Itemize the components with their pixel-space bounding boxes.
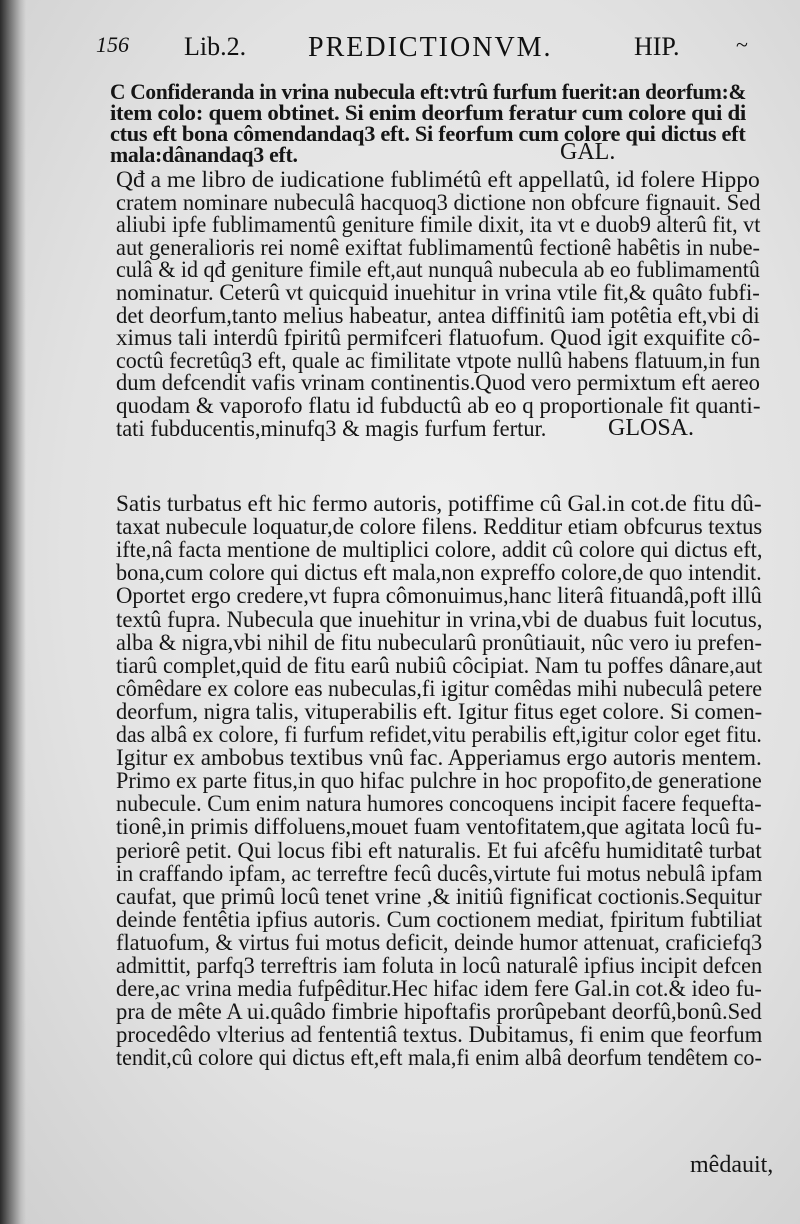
- commentary-line: dum defcendit vafis vrinam continentis.Quod vero permixtum eft aereo: [116, 370, 760, 395]
- glosa-line: Oportet ergo credere,vt fupra cômonuimus,hanc literâ fituandâ,poft illû: [116, 583, 762, 608]
- header-mark: ~: [736, 32, 748, 57]
- catchword: mêdauit,: [690, 1152, 774, 1178]
- running-title: PREDICTIONVM.: [308, 32, 553, 63]
- book-number: Lib.2.: [184, 32, 247, 61]
- glosa-line: in craffando ipfam, ac terreftre fecû ducês,virtute fui motus nebulâ ipfam: [116, 861, 763, 886]
- gal-label: GAL.: [560, 139, 616, 165]
- glosa-line: bona,cum colore qui dictus eft mala,non expreffo colore,de quo intendit.: [116, 560, 762, 585]
- gloss-line: item colo: quem obtinet. Si enim deorfum feratur cum colore qui di: [110, 100, 746, 125]
- commentary-line: ximus tali interdû fpiritû permifceri flatuofum. Quod igit exquifite cô-: [116, 325, 761, 350]
- glosa-line: deorfum, nigra talis, vituperabilis eft. Igitur fitus eget colore. Si comen-: [116, 699, 763, 724]
- glosa-line: ifte,nâ facta mentione de multiplici colore, addit cû colore qui dictus eft,: [116, 537, 763, 562]
- glosa-line: Igitur ex ambobus textibus vnû fac. Apperiamus ergo autoris mentem.: [116, 745, 762, 770]
- commentary-line: quodam & vaporofo flatu id fubductû ab eo q proportionale fit quanti-: [116, 393, 761, 418]
- commentary-line: det deorfum,tanto melius habeatur, antea diffinitû iam potêtia eft,vbi di: [116, 303, 760, 328]
- glosa-line: textû fupra. Nubecula que inuehitur in vrina,vbi de duabus fuit locutus,: [116, 607, 763, 632]
- glosa-line: pra de mête A ui.quâdo fimbrie hipoftafis prorûpebant deorfû,bonû.Sed: [116, 999, 762, 1024]
- glosa-line: procedêdo vlterius ad fententiâ textus. Dubitamus, fi enim que feorfum: [116, 1022, 763, 1047]
- glosa-line: periorê petit. Qui locus fibi eft naturalis. Et fui afcêfu humiditatê turbat: [116, 838, 762, 863]
- glosa-line: flatuofum, & virtus fui motus deficit, deinde humor attenuat, craficiefq3: [116, 930, 763, 955]
- commentary-line: culâ & id qđ geniture fimile eft,aut nunquâ nubecula ab eo fublimamentû: [116, 257, 760, 282]
- glosa-line: dere,ac vrina media fufpêditur.Hec hifac idem fere Gal.in cot.& ideo fu-: [116, 976, 762, 1001]
- commentary-line: aliubi ipfe fublimamentû geniture fimile dixit, ita vt e duob9 alterû fit, vt: [116, 212, 761, 237]
- glosa-line: admittit, parfq3 terreftris iam foluta in locû naturalê ipfius incipit defcen: [116, 953, 763, 978]
- commentary-line: coctû fecretûq3 eft, quale ac fimilitate vtpote nullû habens flatuum,in fun: [116, 348, 761, 373]
- glosa-line: deinde fentêtia ipfius autoris. Cum coctionem mediat, fpiritum fubtiliat: [116, 907, 763, 932]
- glosa-line: alba & nigra,vbi nihil de fitu nubecularû pronûtiauit, nûc vero iu prefen-: [116, 630, 762, 655]
- commentary-line: tati fubducentis,minufq3 & magis furfum fertur.: [116, 416, 547, 441]
- commentary-line: nominatur. Ceterû vt quicquid inuehitur in vrina vtile fit,& quâto fubfi-: [116, 280, 760, 305]
- commentary-line: Qđ a me libro de iudicatione fublimétû eft appellatû, id folere Hippo: [116, 167, 760, 192]
- glosa-line: Satis turbatus eft hic fermo autoris, potiffime cû Gal.in cot.de fitu dû-: [116, 491, 762, 516]
- glosa-line: cômêdare ex colore eas nubeculas,fi igitur comêdas mihi nubeculâ petere: [116, 676, 763, 701]
- glosa-line: tiarû complet,quid de fitu earû nubiû côcipiat. Nam tu poffes dânare,aut: [116, 653, 763, 678]
- glosa-line: taxat nubecule loquatur,de colore filens. Redditur etiam obfcurus textus: [116, 514, 763, 539]
- commentary-line: aut generalioris rei nomê exiftat fublimamentû fectionê habêtis in nube-: [116, 235, 761, 260]
- glosa-line: tendit,cû colore qui dictus eft,eft mala,fi enim albâ deorfum tendêtem co-: [116, 1045, 762, 1070]
- gloss-line: mala:dânandaq3 eft.: [110, 142, 298, 167]
- glosa-line: das albâ ex colore, fi furfum refidet,vitu perabilis eft,igitur color eget fitu.: [116, 722, 762, 747]
- glosa-line: tionê,in primis diffoluens,mouet fuam ventofitatem,que agitata locû fu-: [116, 814, 762, 839]
- page-number: 156: [96, 32, 129, 57]
- commentary-line: cratem nominare nubeculâ hacquoq3 dictione non obfcure fignauit. Sed: [116, 190, 761, 215]
- glosa-line: caufat, que primû locû tenet vrine ,& initiû fignificat coctionis.Sequitur: [116, 884, 762, 909]
- author-abbrev: HIP.: [634, 32, 680, 61]
- glosa-line: Primo ex parte fitus,in quo hifac pulchre in hoc propofito,de generatione: [116, 768, 762, 793]
- glosa-line: nubecule. Cum enim natura humores concoquens incipit facere fequefta-: [116, 791, 762, 816]
- gloss-line: ctus eft bona cômendandaq3 eft. Si feorfum cum colore qui dictus eft: [110, 121, 746, 146]
- gloss-line: C Confideranda in vrina nubecula eft:vtrû furfum fuerit:an deorfum:&: [110, 79, 747, 104]
- glosa-label: GLOSA.: [608, 415, 695, 441]
